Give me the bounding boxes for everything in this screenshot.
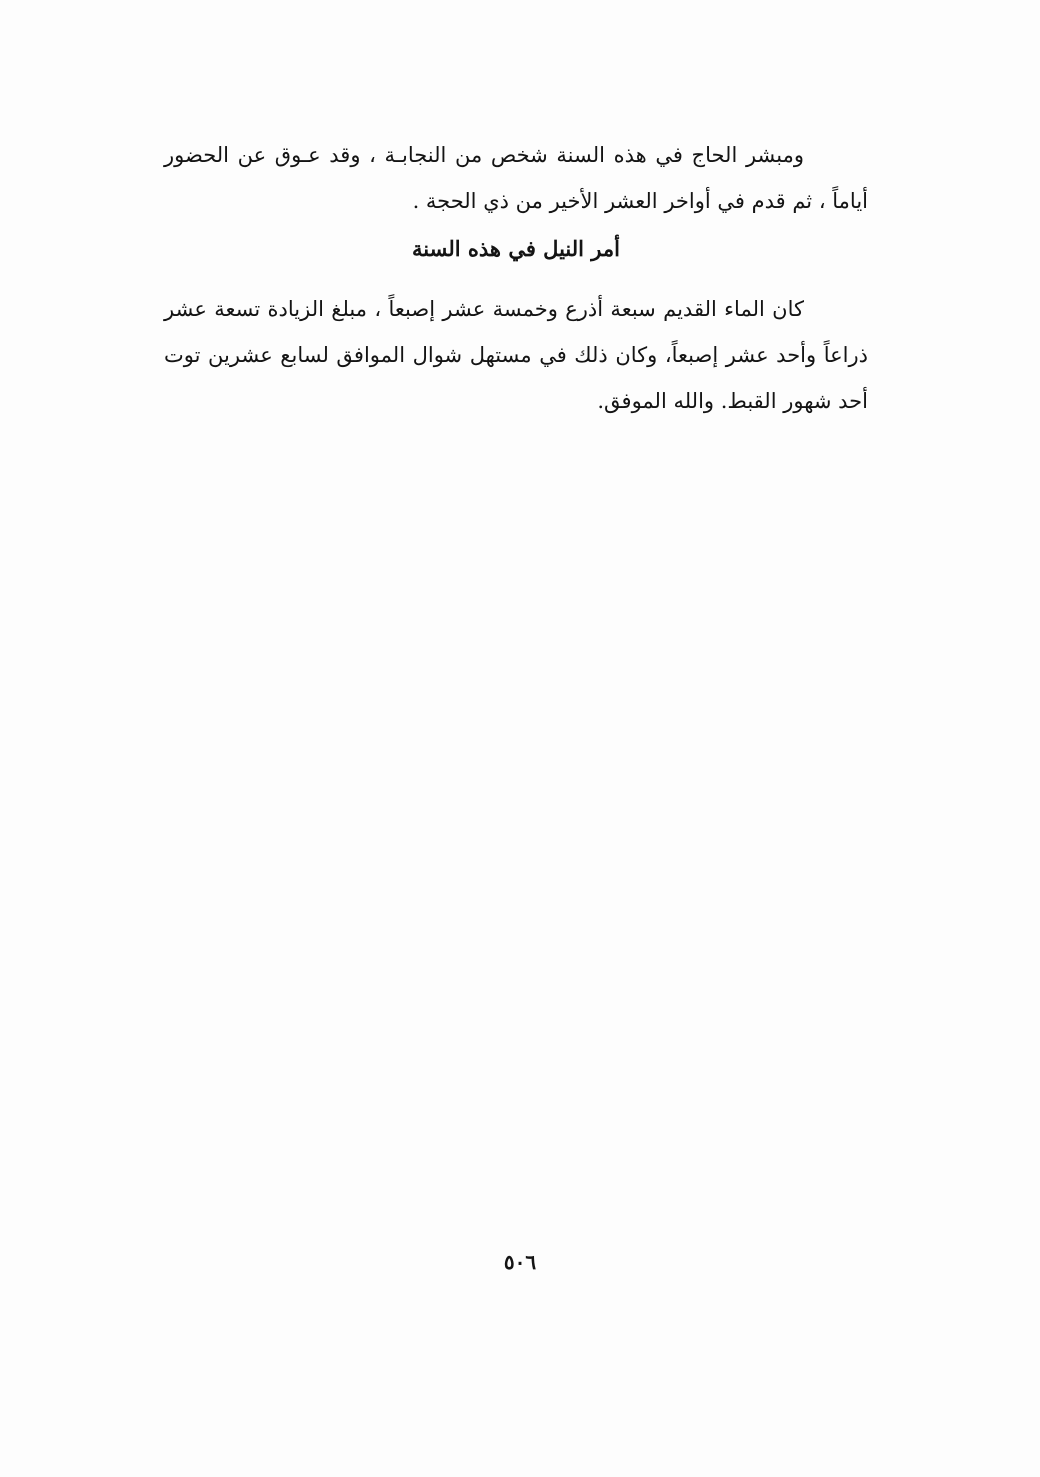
paragraph-2-text: كان الماء القديم سبعة أذرع وخمسة عشر إصبعاً ، مبلغ الزيادة تسعة عشر ذراعاً وأحد عشر إصبعاً، وكان ذلك في مستهل شوال الموافق لسابع عشرين توت أحد شهور القبط. والله الموفق. [164, 297, 868, 413]
paragraph-1-text: ومبشر الحاج في هذه السنة شخص من النجابـة ، وقد عـوق عن الحضور أياماً ، ثم قدم في أواخر العشر الأخير من ذي الحجة . [164, 143, 868, 213]
body-paragraph-2 [164, 286, 868, 424]
section-heading: أمر النيل في هذه السنة [412, 236, 620, 261]
body-paragraph-1 [164, 132, 868, 224]
page-number: ٥٠٦ [503, 1250, 537, 1274]
